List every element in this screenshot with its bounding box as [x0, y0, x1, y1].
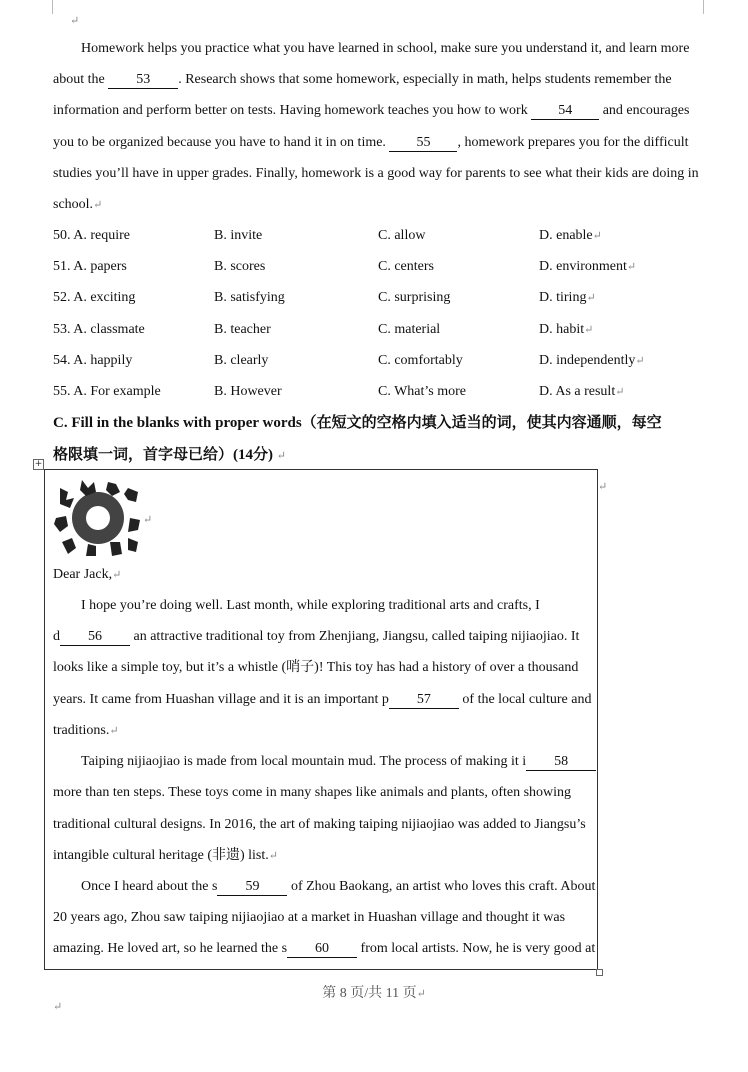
letter-line: traditional cultural designs. In 2016, the art of making taiping nijiaojiao was added to Jiangsu’s [53, 817, 586, 832]
option-c: C. surprising [378, 290, 451, 305]
option-c: C. allow [378, 228, 426, 243]
option-a: 54. A. happily [53, 353, 133, 368]
letter-line: years. It came from Huashan village and it is an important p 57 of the local culture and [53, 692, 592, 707]
blank-53[interactable]: 53 [108, 72, 178, 89]
letter-line: intangible cultural heritage (非遗) list.↵ [53, 848, 278, 863]
option-c: C. material [378, 322, 441, 337]
passage-line-1: Homework helps you practice what you have learned in school, make sure you understand it, and learn more [81, 41, 690, 56]
option-d: D. tiring↵ [539, 290, 596, 305]
blank-56[interactable]: 56 [60, 629, 130, 646]
letter-line: d 56 an attractive traditional toy from Zhenjiang, Jiangsu, called taiping nijiaojiao. It [53, 629, 580, 644]
letter-line: more than ten steps. These toys come in many shapes like animals and plants, often showing [53, 785, 572, 800]
table-resize-handle-icon[interactable] [596, 969, 603, 976]
option-c: C. What’s more [378, 384, 467, 399]
option-b: B. satisfying [214, 290, 285, 305]
blank-58[interactable]: 58 [526, 754, 596, 771]
option-d: D. habit↵ [539, 322, 594, 337]
option-b: B. clearly [214, 353, 269, 368]
paragraph-mark: ↵ [592, 230, 602, 242]
option-c: C. centers [378, 259, 434, 274]
blank-60[interactable]: 60 [287, 941, 357, 958]
section-c-heading-line-2: 格限填一词，首字母已给）(14分) ↵ [53, 447, 286, 463]
blank-59[interactable]: 59 [217, 879, 287, 896]
option-b: B. However [214, 384, 282, 399]
passage-line-4: you to be organized because you have to hand it in on time. 55 , homework prepares you for the difficult [53, 135, 689, 150]
papercut-logo-image [52, 478, 144, 558]
option-b: B. teacher [214, 322, 271, 337]
paragraph-mark: ↵ [53, 1001, 63, 1013]
passage-line-5: studies you’ll have in upper grades. Finally, homework is a good way for parents to see what their kids are doing in [53, 166, 699, 181]
option-a: 55. A. For example [53, 384, 161, 399]
paragraph-mark: ↵ [70, 15, 80, 27]
blank-55[interactable]: 55 [389, 135, 457, 152]
paragraph-mark: ↵ [635, 355, 645, 367]
page-corner-mark-left [52, 0, 53, 14]
paragraph-mark: ↵ [615, 386, 625, 398]
option-d: D. As a result↵ [539, 384, 625, 399]
option-c: C. comfortably [378, 353, 463, 368]
option-b: B. invite [214, 228, 263, 243]
section-c-heading-line-1: C. Fill in the blanks with proper words（在短文的空格内填入适当的词，使其内容通顺，每空 [53, 415, 662, 431]
passage-line-2: about the 53 . Research shows that some homework, especially in math, helps students remember the [53, 72, 672, 87]
option-d: D. independently↵ [539, 353, 645, 368]
table-move-handle-icon[interactable]: + [34, 459, 43, 469]
letter-line: looks like a simple toy, but it’s a whistle (哨子)! This toy has had a history of over a thousand [53, 660, 579, 675]
letter-line: Taiping nijiaojiao is made from local mountain mud. The process of making it i 58 [81, 752, 596, 772]
passage-line-3: information and perform better on tests. Having homework teaches you how to work 54 and encourages [53, 103, 690, 118]
page-corner-mark-right [703, 0, 704, 14]
letter-line: Once I heard about the s 59 of Zhou Baokang, an artist who loves this craft. About [81, 879, 596, 894]
paragraph-mark: ↵ [626, 261, 637, 273]
page-footer: 第 8 页/共 11 页↵ [322, 986, 426, 1001]
letter-line: traditions.↵ [53, 723, 119, 738]
letter-line: amazing. He loved art, so he learned the s 60 from local artists. Now, he is very good at [53, 941, 596, 956]
option-d: D. environment↵ [539, 259, 637, 274]
option-a: 53. A. classmate [53, 322, 145, 337]
paragraph-mark: ↵ [584, 324, 594, 336]
paragraph-mark: ↵ [586, 292, 596, 304]
option-d: D. enable↵ [539, 228, 602, 243]
option-a: 51. A. papers [53, 259, 127, 274]
letter-greeting: Dear Jack,↵ [53, 567, 122, 582]
blank-57[interactable]: 57 [389, 692, 459, 709]
paragraph-mark: ↵ [598, 481, 608, 493]
letter-line: I hope you’re doing well. Last month, while exploring traditional arts and crafts, I [81, 598, 540, 613]
option-b: B. scores [214, 259, 266, 274]
option-a: 52. A. exciting [53, 290, 136, 305]
letter-line: 20 years ago, Zhou saw taiping nijiaojiao at a market in Huashan village and thought it was [53, 910, 566, 925]
option-a: 50. A. require [53, 228, 130, 243]
passage-line-6: school.↵ [53, 197, 103, 212]
blank-54[interactable]: 54 [531, 103, 599, 120]
